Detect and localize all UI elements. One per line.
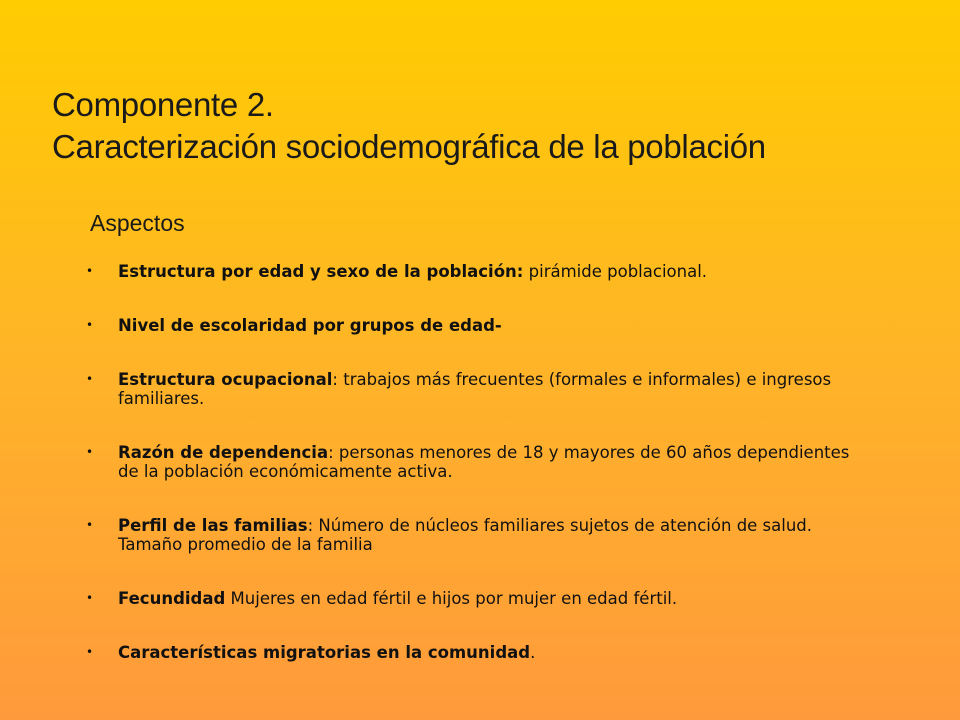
list-item: [86, 443, 856, 481]
list-item-text: : personas menores de 18 y mayores de 60 años dependientes de la población económicamente activa.: [118, 443, 850, 481]
list-item: [86, 262, 856, 281]
bullet-icon: •: [86, 318, 94, 332]
list-item: [86, 316, 856, 335]
bullet-icon: •: [86, 445, 94, 459]
list-item-text: : trabajos más frecuentes (formales e informales) e ingresos familiares.: [118, 370, 832, 408]
bullet-icon: •: [86, 372, 94, 386]
list-item-heading: Nivel de escolaridad por grupos de edad-: [118, 316, 502, 335]
list-item-heading: Características migratorias en la comunidad: [118, 643, 531, 662]
list-item-text: pirámide poblacional.: [523, 262, 708, 281]
aspects-list: [86, 262, 856, 662]
list-item: [86, 516, 856, 554]
bullet-icon: •: [86, 264, 94, 278]
list-item-text: Mujeres en edad fértil e hijos por mujer en edad fértil.: [225, 589, 678, 608]
slide-subtitle: Aspectos: [90, 210, 185, 236]
list-item-heading: Razón de dependencia: [118, 443, 329, 462]
slide-title-line-2: Caracterización sociodemográfica de la población: [52, 128, 766, 165]
list-item-heading: Estructura ocupacional: [118, 370, 333, 389]
list-item-heading: Perfil de las familias: [118, 516, 308, 535]
bullet-icon: •: [86, 645, 94, 659]
list-item-text: : Número de núcleos familiares sujetos de atención de salud. Tamaño promedio de la familia: [118, 516, 813, 554]
list-item: [86, 643, 856, 662]
slide-title-line-1: Componente 2.: [52, 86, 274, 123]
bullet-icon: •: [86, 591, 94, 605]
list-item-text: .: [530, 643, 536, 662]
list-item-heading: Fecundidad: [118, 589, 226, 608]
bullet-icon: •: [86, 518, 94, 532]
slide-title: [52, 84, 766, 168]
list-item: [86, 370, 856, 408]
list-item-heading: Estructura por edad y sexo de la población:: [118, 262, 524, 281]
list-item: [86, 589, 856, 608]
